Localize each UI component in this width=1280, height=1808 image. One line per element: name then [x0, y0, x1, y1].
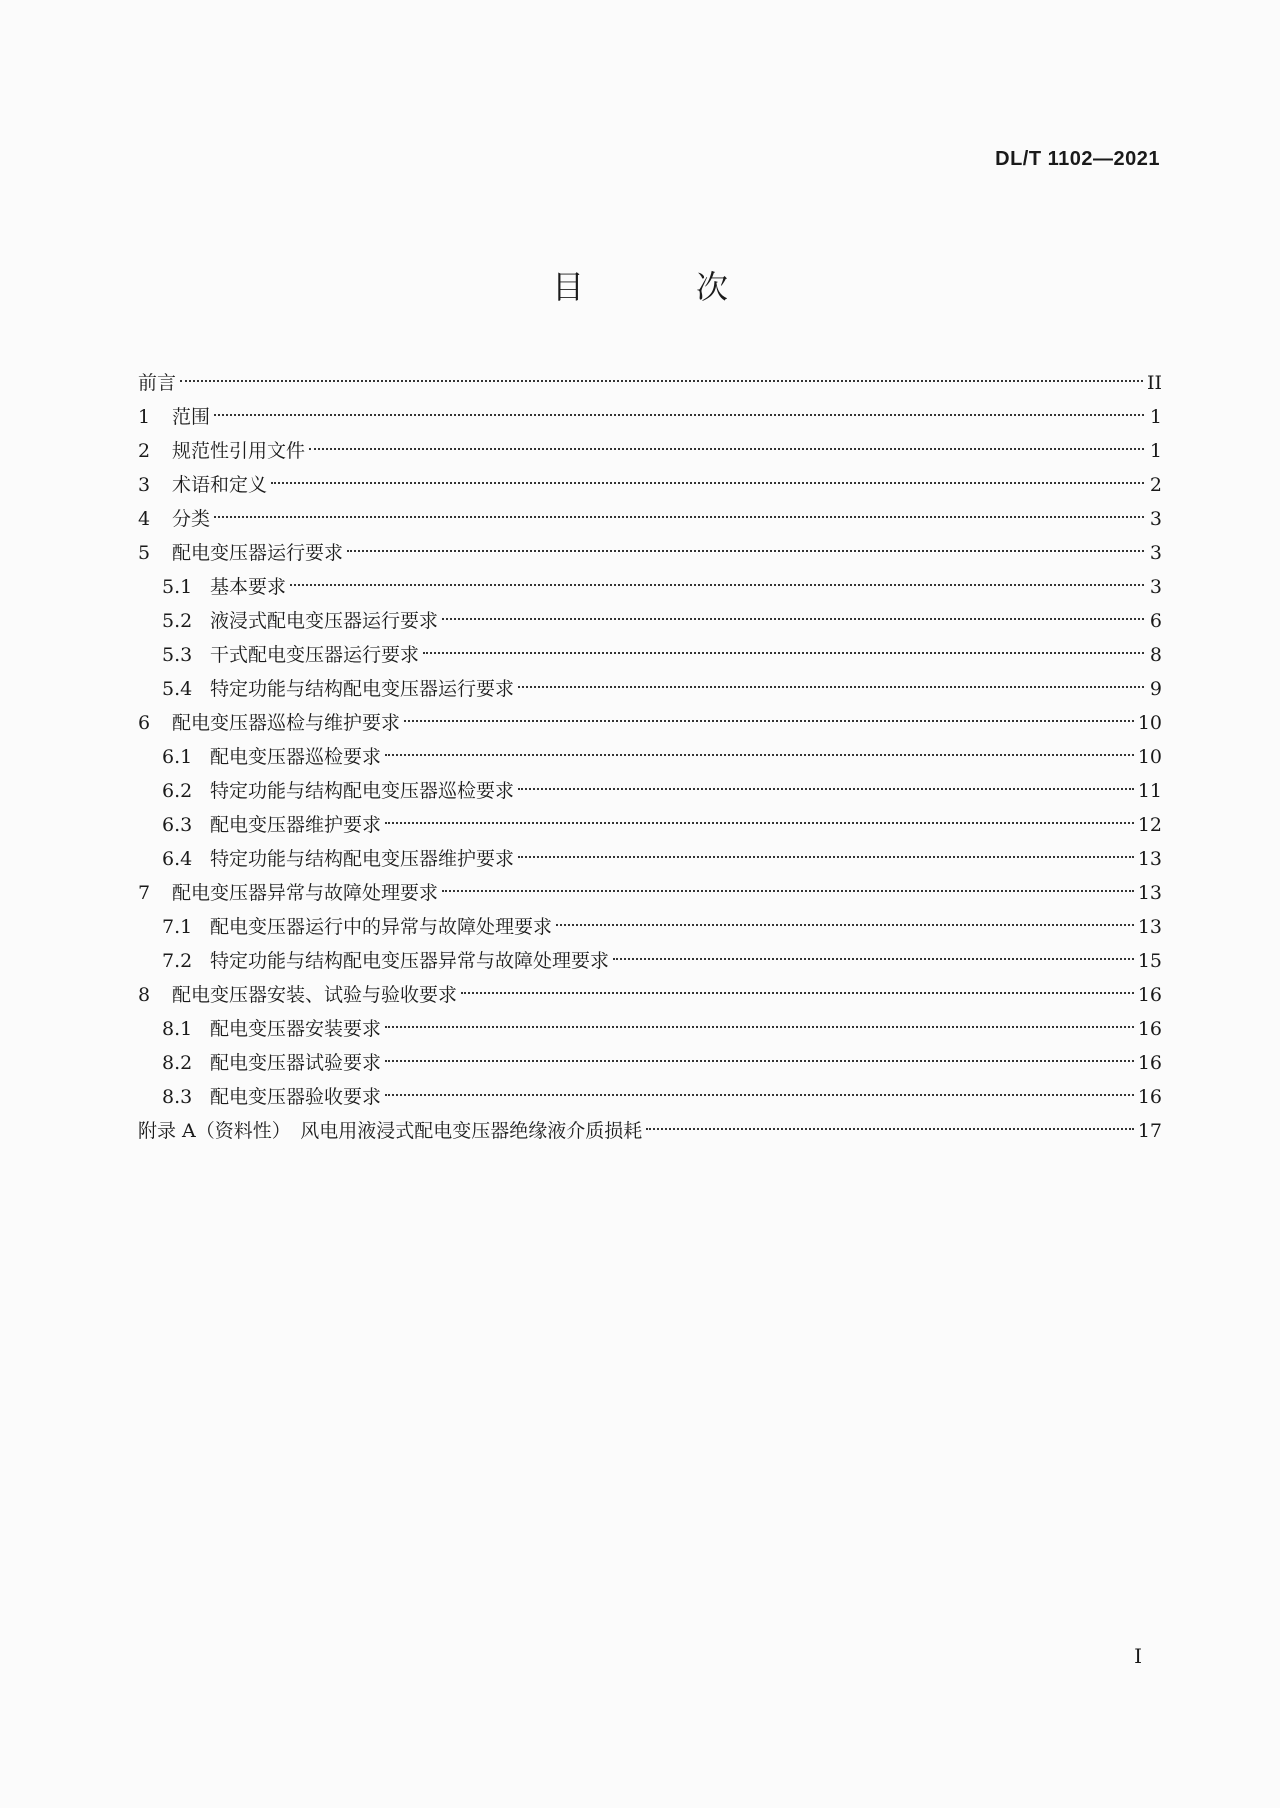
toc-entry-page: 17	[1137, 1120, 1162, 1142]
toc-leader-dots	[461, 992, 1134, 994]
toc-leader-dots	[385, 1026, 1134, 1028]
toc-entry-number: 8.1	[162, 1018, 193, 1040]
toc-entry-label: 范围	[172, 406, 211, 428]
toc-leader-dots	[180, 380, 1143, 382]
toc-leader-dots	[404, 720, 1134, 722]
toc-entry-number: 5	[138, 542, 151, 564]
toc-leader-dots	[309, 448, 1144, 450]
toc-leader-dots	[518, 788, 1134, 790]
toc-entry-label: 特定功能与结构配电变压器维护要求	[210, 848, 515, 870]
toc-entry-number: 5.4	[162, 678, 193, 700]
toc-leader-dots	[271, 482, 1144, 484]
toc-entry-label: 配电变压器异常与故障处理要求	[172, 882, 439, 904]
toc-entry-page: 16	[1137, 1018, 1162, 1040]
toc-entry[interactable]	[138, 400, 1162, 434]
page-folio: I	[1134, 1644, 1142, 1668]
toc-entry-page: 13	[1137, 848, 1162, 870]
toc-entry-page: 10	[1137, 746, 1162, 768]
toc-entry-number: 3	[138, 474, 151, 496]
toc-entry-page: 1	[1149, 440, 1162, 462]
toc-leader-dots	[214, 516, 1144, 518]
toc-entry[interactable]	[138, 910, 1162, 944]
toc-entry-label: 特定功能与结构配电变压器异常与故障处理要求	[210, 950, 610, 972]
toc-entry-label: 配电变压器巡检要求	[210, 746, 382, 768]
toc-entry-number: 5.3	[162, 644, 193, 666]
page-title: 目 次	[551, 268, 768, 306]
toc-leader-dots	[442, 890, 1134, 892]
toc-entry-label: 分类	[172, 508, 211, 530]
toc-entry[interactable]	[138, 502, 1162, 536]
toc-entry-page: 16	[1137, 1086, 1162, 1108]
toc-entry[interactable]	[138, 638, 1162, 672]
table-of-contents	[138, 366, 1162, 1148]
toc-entry-label: 配电变压器维护要求	[210, 814, 382, 836]
toc-entry-number: 8.2	[162, 1052, 193, 1074]
toc-entry-page: 11	[1137, 780, 1162, 802]
toc-leader-dots	[442, 618, 1144, 620]
toc-entry[interactable]	[138, 366, 1162, 400]
toc-entry-label: 配电变压器安装、试验与验收要求	[172, 984, 458, 1006]
toc-entry-number: 7	[138, 882, 151, 904]
toc-entry-number: 6.4	[162, 848, 193, 870]
toc-entry[interactable]	[138, 944, 1162, 978]
toc-leader-dots	[214, 414, 1144, 416]
toc-entry-page: 9	[1149, 678, 1162, 700]
toc-entry[interactable]	[138, 1046, 1162, 1080]
toc-entry-label: 配电变压器验收要求	[210, 1086, 382, 1108]
toc-entry[interactable]	[138, 672, 1162, 706]
toc-entry-page: 13	[1137, 882, 1162, 904]
toc-entry[interactable]	[138, 876, 1162, 910]
toc-entry[interactable]	[138, 978, 1162, 1012]
toc-entry-page: 6	[1149, 610, 1162, 632]
toc-entry-number: 7.1	[162, 916, 193, 938]
toc-entry[interactable]	[138, 740, 1162, 774]
toc-leader-dots	[385, 754, 1134, 756]
toc-entry-page: 3	[1149, 576, 1162, 598]
toc-leader-dots	[385, 1060, 1134, 1062]
toc-entry[interactable]	[138, 1080, 1162, 1114]
toc-entry[interactable]	[138, 842, 1162, 876]
toc-leader-dots	[613, 958, 1134, 960]
toc-entry-label: 附录 A（资料性） 风电用液浸式配电变压器绝缘液介质损耗	[138, 1120, 643, 1142]
toc-entry-label: 特定功能与结构配电变压器运行要求	[210, 678, 515, 700]
toc-entry[interactable]	[138, 1012, 1162, 1046]
toc-leader-dots	[646, 1128, 1134, 1130]
toc-entry-number: 7.2	[162, 950, 193, 972]
toc-entry-number: 6.2	[162, 780, 193, 802]
toc-entry-page: 12	[1137, 814, 1162, 836]
toc-leader-dots	[347, 550, 1144, 552]
toc-entry-number: 4	[138, 508, 151, 530]
toc-entry-label: 基本要求	[210, 576, 287, 598]
toc-entry-page: 13	[1137, 916, 1162, 938]
toc-entry-number: 8.3	[162, 1086, 193, 1108]
toc-entry[interactable]	[138, 468, 1162, 502]
toc-entry-label: 配电变压器巡检与维护要求	[172, 712, 401, 734]
toc-entry-page: 8	[1149, 644, 1162, 666]
toc-entry[interactable]	[138, 706, 1162, 740]
toc-entry-page: 1	[1149, 406, 1162, 428]
toc-entry-page: 3	[1149, 542, 1162, 564]
toc-entry-number: 8	[138, 984, 151, 1006]
toc-leader-dots	[556, 924, 1134, 926]
toc-entry-label: 前言	[138, 372, 177, 394]
toc-entry-page: 15	[1137, 950, 1162, 972]
toc-entry-page: II	[1146, 372, 1162, 394]
toc-entry-label: 特定功能与结构配电变压器巡检要求	[210, 780, 515, 802]
toc-entry-page: 16	[1137, 1052, 1162, 1074]
toc-entry-label: 配电变压器运行要求	[172, 542, 344, 564]
toc-entry[interactable]	[138, 434, 1162, 468]
toc-leader-dots	[385, 1094, 1134, 1096]
toc-entry-label: 术语和定义	[172, 474, 268, 496]
toc-entry[interactable]	[138, 808, 1162, 842]
toc-entry-number: 6.3	[162, 814, 193, 836]
toc-leader-dots	[385, 822, 1134, 824]
toc-entry[interactable]	[138, 1114, 1162, 1148]
toc-entry-number: 1	[138, 406, 151, 428]
toc-leader-dots	[423, 652, 1144, 654]
toc-entry-label: 配电变压器运行中的异常与故障处理要求	[210, 916, 553, 938]
toc-entry-label: 规范性引用文件	[172, 440, 306, 462]
toc-entry[interactable]	[138, 604, 1162, 638]
toc-entry-number: 6	[138, 712, 151, 734]
toc-entry-number: 6.1	[162, 746, 193, 768]
toc-leader-dots	[290, 584, 1144, 586]
toc-entry-page: 3	[1149, 508, 1162, 530]
toc-entry-label: 配电变压器试验要求	[210, 1052, 382, 1074]
toc-entry-page: 16	[1137, 984, 1162, 1006]
toc-entry-number: 2	[138, 440, 151, 462]
toc-entry-label: 液浸式配电变压器运行要求	[210, 610, 439, 632]
toc-entry-number: 5.1	[162, 576, 193, 598]
toc-entry[interactable]	[138, 774, 1162, 808]
toc-entry-number: 5.2	[162, 610, 193, 632]
toc-entry[interactable]	[138, 570, 1162, 604]
toc-entry-label: 配电变压器安装要求	[210, 1018, 382, 1040]
toc-entry[interactable]	[138, 536, 1162, 570]
toc-entry-page: 10	[1137, 712, 1162, 734]
toc-entry-label: 干式配电变压器运行要求	[210, 644, 420, 666]
document-code: DL/T 1102—2021	[995, 148, 1160, 170]
toc-entry-page: 2	[1149, 474, 1162, 496]
toc-leader-dots	[518, 856, 1134, 858]
toc-leader-dots	[518, 686, 1144, 688]
